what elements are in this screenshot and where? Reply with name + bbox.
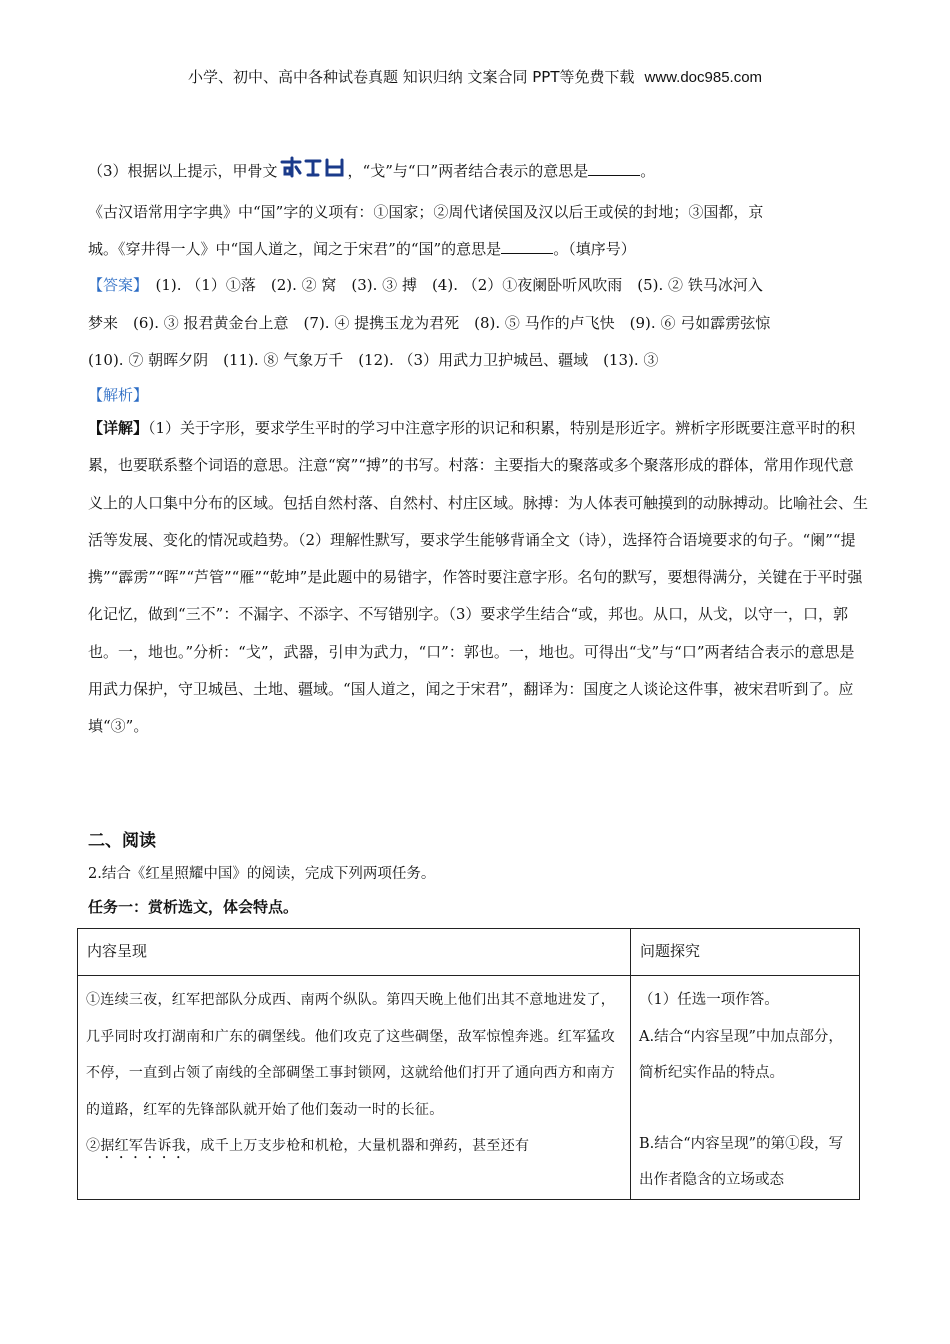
answer-blank-2	[501, 239, 553, 254]
section-title: 二、阅读	[88, 831, 156, 851]
dict-line-2	[88, 238, 636, 259]
question-3-line	[88, 156, 655, 182]
analysis-tag: 【解析】	[88, 386, 149, 404]
q3-end: 。	[640, 162, 656, 180]
question-instruction: （1）任选一项作答。	[639, 992, 779, 1008]
q3-middle: ，“戈”与“口”两者结合表示的意思是	[347, 162, 589, 180]
header-url: www.doc985.com	[644, 69, 763, 86]
page-header	[0, 66, 950, 87]
dict-line-1: 《古汉语常用字字典》中“国”字的义项有：①国家；②周代诸侯国及汉以后王或侯的封地；③国都，京	[88, 203, 764, 221]
answer-line-1	[88, 274, 763, 295]
reading-table	[77, 928, 860, 1200]
content-cell	[78, 976, 631, 1200]
p2-prefix: ②	[86, 1138, 101, 1154]
answer-line-2: 梦来 (6). ③ 报君黄金台上意 (7). ④ 提携玉龙为君死 (8). ⑤ 马作的卢飞快 (9). ⑥ 弓如霹雳弦惊	[88, 314, 771, 332]
answer-blank	[588, 161, 640, 176]
dict-line-2-end: 。（填序号）	[553, 240, 636, 258]
question-option-b: B.结合“内容呈现”的第①段，写出作者隐含的立场或态	[639, 1135, 844, 1188]
table-header-row	[78, 929, 860, 976]
detail-tag: 【详解】	[88, 419, 149, 437]
dict-line-2-text: 城。《穿井得一人》中“国人道之，闻之于宋君”的“国”的意思是	[88, 240, 502, 258]
question-cell	[631, 976, 860, 1200]
p2-dotted: 据红军告诉我	[100, 1138, 187, 1154]
table-header-content: 内容呈现	[78, 929, 631, 976]
answer-line-3: (10). ⑦ 朝晖夕阴 (11). ⑧ 气象万千 (12). （3）用武力卫护城邑、疆域 (13). ③	[88, 351, 659, 369]
q3-prefix: （3）根据以上提示，甲骨文	[88, 162, 278, 180]
p2-rest: ，成千上万支步枪和机枪，大量机器和弹药，甚至还有	[186, 1138, 530, 1154]
question-option-a: A.结合“内容呈现”中加点部分，简析纪实作品的特点。	[639, 1028, 843, 1081]
answer-tag: 【答案】	[88, 276, 141, 294]
table-header-question: 问题探究	[631, 929, 860, 976]
content-paragraph-1: ①连续三夜，红军把部队分成西、南两个纵队。第四天晚上他们出其不意地进发了，几乎同时攻打湖南和广东的碉堡线。他们攻克了这些碉堡，敌军惊惶奔逃。红军猛攻不停，一直到占领了南线的全部碉堡工事封锁网，这就给他们打开了通向西方和南方的道路，红军的先锋部队就开始了他们轰动一时的长征。	[86, 992, 616, 1118]
answer-text-1: (1). （1）①落 (2). ② 窝 (3). ③ 搏 (4). （2）①夜阑卧听风吹雨 (5). ② 铁马冰河入	[140, 276, 763, 294]
analysis-detail	[88, 410, 868, 746]
task-heading: 任务一：赏析选文，体会特点。	[88, 898, 299, 916]
detail-text: （1）关于字形，要求学生平时的学习中注意字形的识记和积累，特别是形近字。辨析字形既要注意平时的积累，也要联系整个词语的意思。注意“窝”“搏”的书写。村落：主要指大的聚落或多个聚落形成的群体，常用作现代意义上的人口集中分布的区域。包括自然村落、自然村、村庄区域。脉搏：为人体表可触摸到的动脉搏动。比喻社会、生活等发展、变化的情况或趋势。（2）理解性默写，要求学生能够背诵全文（诗），选择符合语境要求的句子。“阑”“提携”“霹雳”“晖”“芦管”“雁”“乾坤”是此题中的易错字，作答时要注意字形。名句的默写，要想得满分，关键在于平时强化记忆，做到“三不”：不漏字、不添字、不写错别字。（3）要求学生结合“或，邦也。从口，从戈，以守一，口，郭也。一，地也。”分析：“戈”，武器，引申为武力，“口”：郭也。一，地也。可得出“戈”与“口”两者结合表示的意思是用武力保护，守卫城邑、土地、疆域。“国人道之，闻之于宋君”，翻译为：国度之人谈论这件事，被宋君听到了。应填“③”。	[88, 419, 869, 736]
content-paragraph-2	[78, 1128, 630, 1165]
reading-question: 2.结合《红星照耀中国》的阅读，完成下列两项任务。	[88, 866, 436, 882]
table-row	[78, 976, 860, 1200]
header-title: 小学、初中、高中各种试卷真题 知识归纳 文案合同 PPT等免费下载	[187, 68, 635, 86]
oracle-bone-glyph	[280, 156, 346, 182]
